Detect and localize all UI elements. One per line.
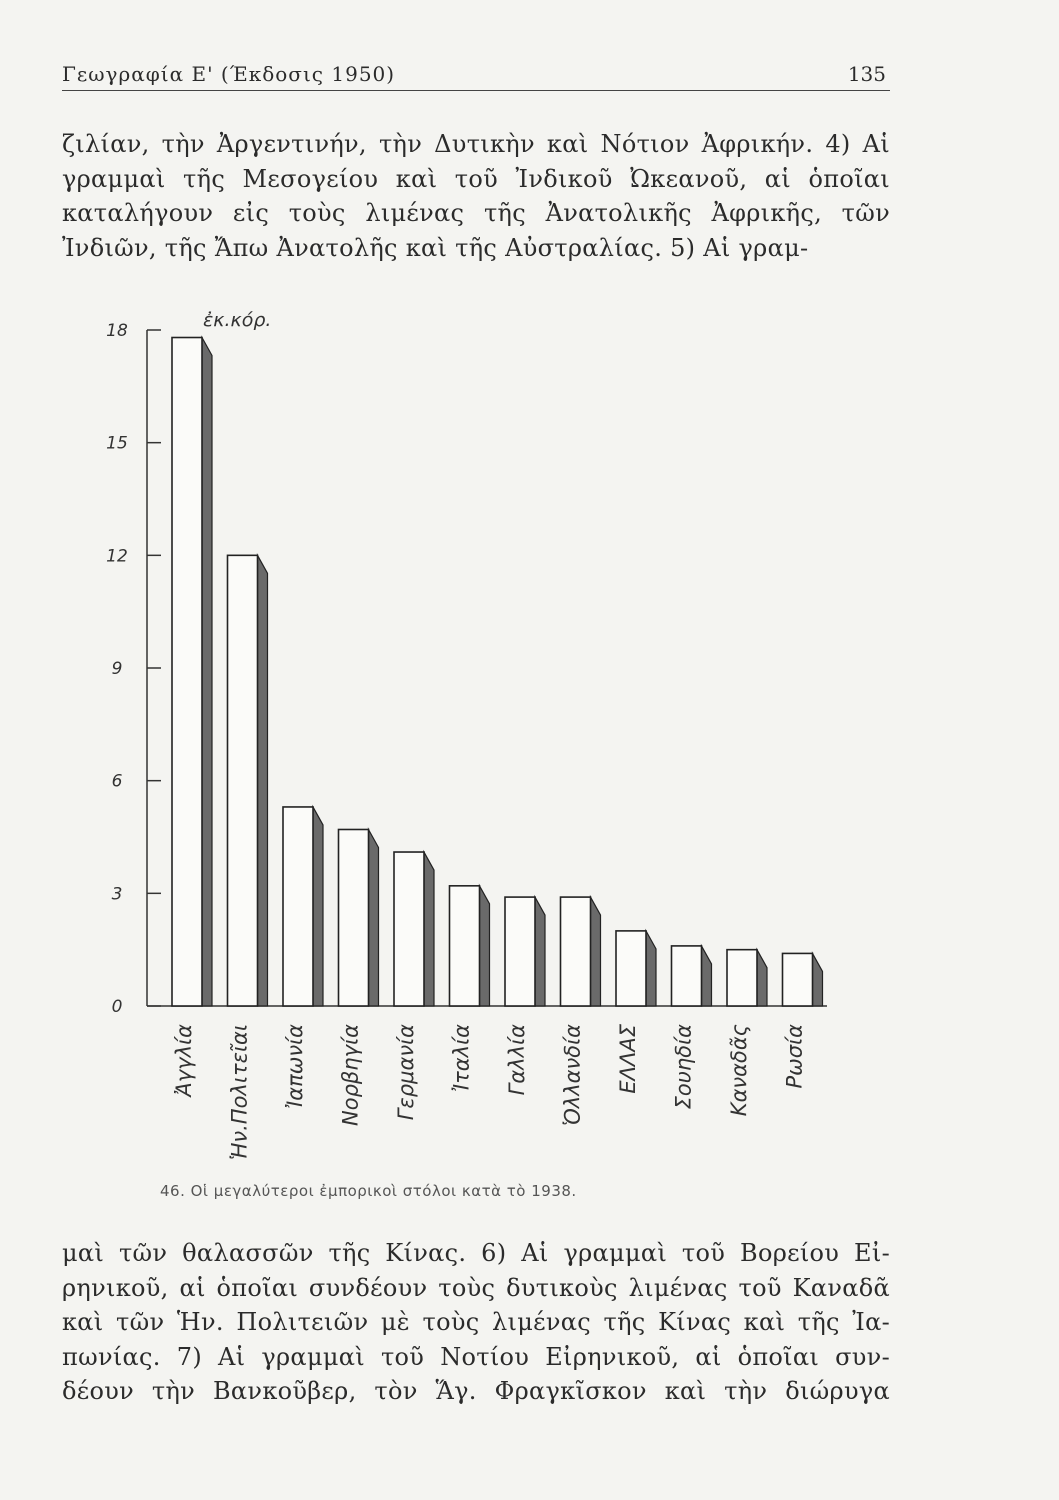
bar — [283, 807, 313, 1006]
y-tick-label: 0 — [111, 997, 123, 1017]
bar — [561, 897, 591, 1006]
bar-side — [480, 886, 490, 1006]
text-line: ζιλίαν, τὴν Ἀργεντινήν, τὴν Δυτικὴν καὶ Νότιον Ἀφρικήν. 4) Αἱ — [62, 130, 890, 158]
category-label: Νορβηγία — [338, 1024, 363, 1126]
bar — [172, 338, 202, 1006]
bar-side — [313, 807, 323, 1006]
category-label: Ἀγγλία — [172, 1024, 196, 1097]
y-tick-label: 18 — [106, 321, 128, 341]
bar — [616, 931, 646, 1006]
bar-side — [813, 953, 823, 1006]
bar-side — [535, 897, 545, 1006]
category-label: Γερμανία — [394, 1024, 418, 1121]
page-number: 135 — [847, 62, 886, 86]
paragraph-after-figure — [62, 1236, 890, 1409]
category-label: Ἡν.Πολιτεῖαι — [227, 1024, 252, 1160]
y-tick-label: 3 — [111, 884, 123, 905]
text-line: γραμμαὶ τῆς Μεσογείου καὶ τοῦ Ἰνδικοῦ Ὠκεανοῦ, αἱ ὁποῖαι — [62, 164, 890, 193]
bar — [672, 946, 702, 1006]
fleet-bar-chart — [95, 300, 855, 1160]
text-line: δέουν τὴν Βανκοῦβερ, τὸν Ἅγ. Φραγκῖσκον καὶ τὴν διώρυγα — [62, 1377, 890, 1405]
bar — [228, 555, 258, 1006]
bar — [505, 897, 535, 1006]
y-tick-label: 15 — [106, 433, 128, 454]
figure-caption: 46. Οἱ μεγαλύτεροι ἐμπορικοὶ στόλοι κατὰ τὸ 1938. — [160, 1182, 577, 1200]
category-label: ΕΛΛΑΣ — [616, 1024, 640, 1094]
header-rule — [62, 90, 890, 91]
text-line: καταλήγουν εἰς τοὺς λιμένας τῆς Ἀνατολικῆς Ἀφρικῆς, τῶν — [62, 199, 890, 227]
bar — [783, 953, 813, 1006]
running-title: Γεωγραφία Ε' (Έκδοσις 1950) — [62, 62, 396, 86]
y-axis-unit-label: ἐκ.κόρ. — [203, 309, 272, 331]
text-line: πωνίας. 7) Αἱ γραμμαὶ τοῦ Νοτίου Εἰρηνικοῦ, αἱ ὁποῖαι συν- — [62, 1342, 890, 1371]
bar — [394, 852, 424, 1006]
bar — [450, 886, 480, 1006]
page-header — [62, 60, 890, 90]
text-line: Ἰνδιῶν, τῆς Ἄπω Ἀνατολῆς καὶ τῆς Αὐστραλίας. 5) Αἱ γραμ- — [62, 233, 809, 262]
bar-side — [702, 946, 712, 1006]
bar-side — [757, 950, 767, 1006]
bar — [727, 950, 757, 1006]
text-line: ρηνικοῦ, αἱ ὁποῖαι συνδέουν τοὺς δυτικοὺς λιμένας τοῦ Καναδᾶ — [62, 1273, 890, 1302]
text-line: καὶ τῶν Ἡν. Πολιτειῶν μὲ τοὺς λιμένας τῆς Κίνας καὶ τῆς Ἰα- — [62, 1308, 890, 1336]
text-line: μαὶ τῶν θαλασσῶν τῆς Κίνας. 6) Αἱ γραμμαὶ τοῦ Βορείου Εἰ- — [62, 1239, 890, 1267]
category-label: Ρωσία — [782, 1024, 807, 1089]
bar-side — [369, 829, 379, 1006]
y-tick-label: 6 — [111, 771, 123, 792]
category-label: Γαλλία — [505, 1024, 529, 1096]
category-label: Καναδᾶς — [727, 1024, 751, 1117]
paragraph-before-figure — [62, 127, 890, 265]
category-label: Σουηδία — [671, 1024, 696, 1110]
bar-side — [424, 852, 434, 1006]
bar-side — [202, 338, 212, 1006]
bar-side — [646, 931, 656, 1006]
category-label: Ὁλλανδία — [560, 1024, 585, 1127]
category-label: Ἰαπωνία — [283, 1024, 307, 1109]
bar-side — [258, 555, 268, 1006]
y-tick-label: 12 — [106, 546, 128, 567]
category-label: Ἰταλία — [449, 1024, 474, 1092]
bar — [339, 829, 369, 1006]
bar-side — [591, 897, 601, 1006]
y-tick-label: 9 — [111, 659, 123, 679]
